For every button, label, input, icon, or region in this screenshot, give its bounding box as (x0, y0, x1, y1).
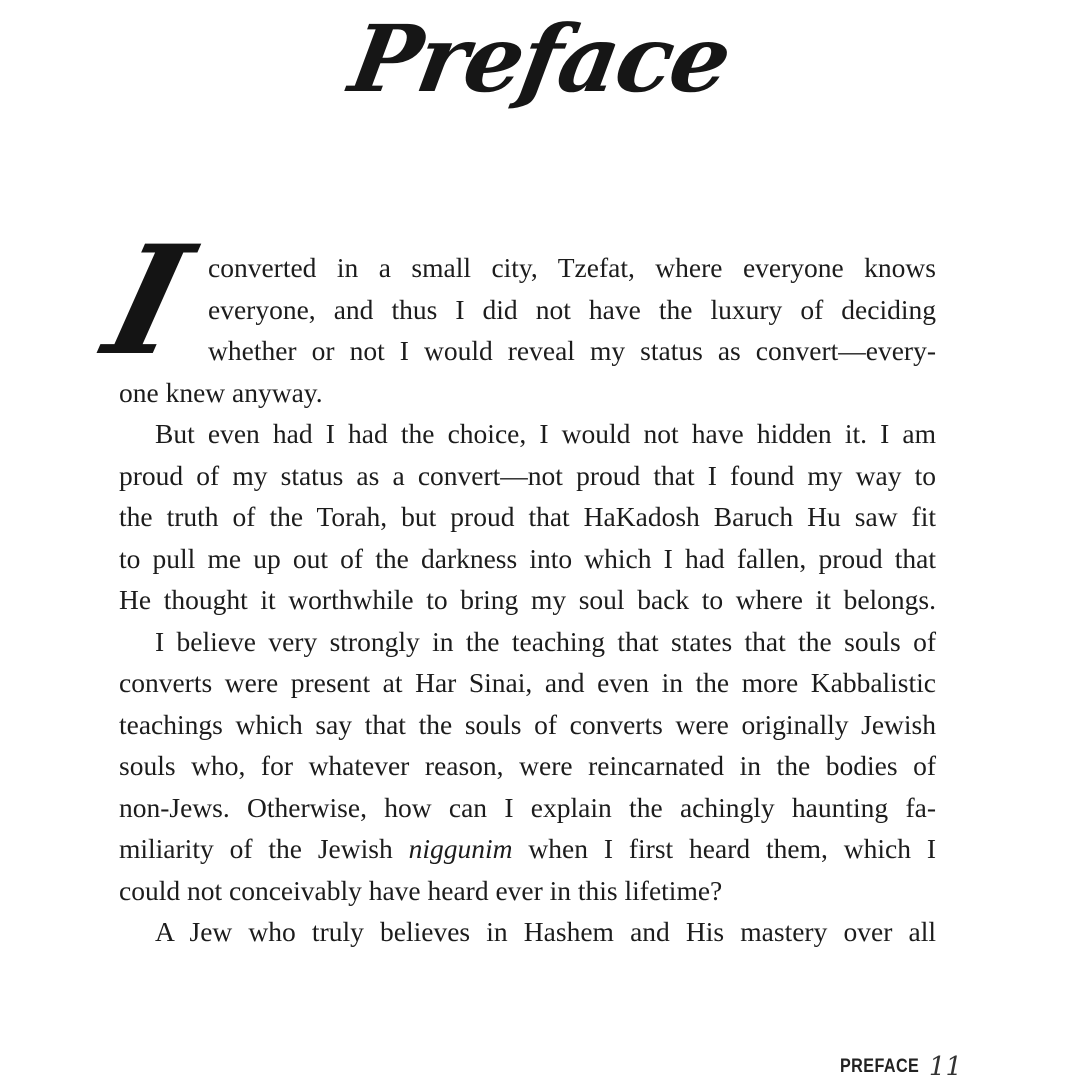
text-line: one knew anyway. (119, 376, 323, 408)
text-line: But even had I had the choice, I would not have hidden it. I am (155, 418, 936, 449)
text-line: whether or not I would reveal my status as convert—every- (208, 335, 936, 366)
text-line: He thought it worthwhile to bring my soul back to where it belongs. (119, 584, 936, 615)
drop-cap-letter: I (91, 213, 206, 389)
text-line: I believe very strongly in the teaching that states that the souls of (155, 625, 936, 657)
italic-term: niggunim (408, 833, 513, 864)
page-title-text: Preface (342, 5, 738, 113)
text-line: proud of my status as a convert—not proud that I found my way to (119, 459, 936, 491)
text-segment: miliarity of the Jewish (119, 833, 393, 864)
text-line: converts were present at Har Sinai, and even in the more Kabbalistic (119, 667, 936, 698)
running-footer-section: PREFACE (839, 1056, 919, 1077)
text-line: converted in a small city, Tzefat, where everyone knows (208, 252, 936, 283)
text-line: to pull me up out of the darkness into which I had fallen, proud that (119, 542, 936, 574)
text-line: the truth of the Torah, but proud that HaKadosh Baruch Hu saw fit (119, 501, 936, 532)
text-line: non-Jews. Otherwise, how can I explain the achingly haunting fa- (119, 791, 936, 823)
body-text (119, 247, 936, 953)
page-footer (826, 1052, 962, 1082)
text-line: could not conceivably have heard ever in this lifetime? (119, 874, 723, 906)
text-line: souls who, for whatever reason, were reincarnated in the bodies of (119, 750, 936, 781)
page-number: 11 (928, 1052, 962, 1082)
text-line: teachings which say that the souls of converts were originally Jewish (119, 708, 936, 740)
text-line: A Jew who truly believes in Hashem and His mastery over all (155, 916, 936, 947)
text-segment: when I first heard them, which I (528, 833, 936, 864)
text-line (119, 828, 936, 870)
text-line: everyone, and thus I did not have the luxury of deciding (208, 293, 936, 325)
page-title (0, 0, 1080, 130)
